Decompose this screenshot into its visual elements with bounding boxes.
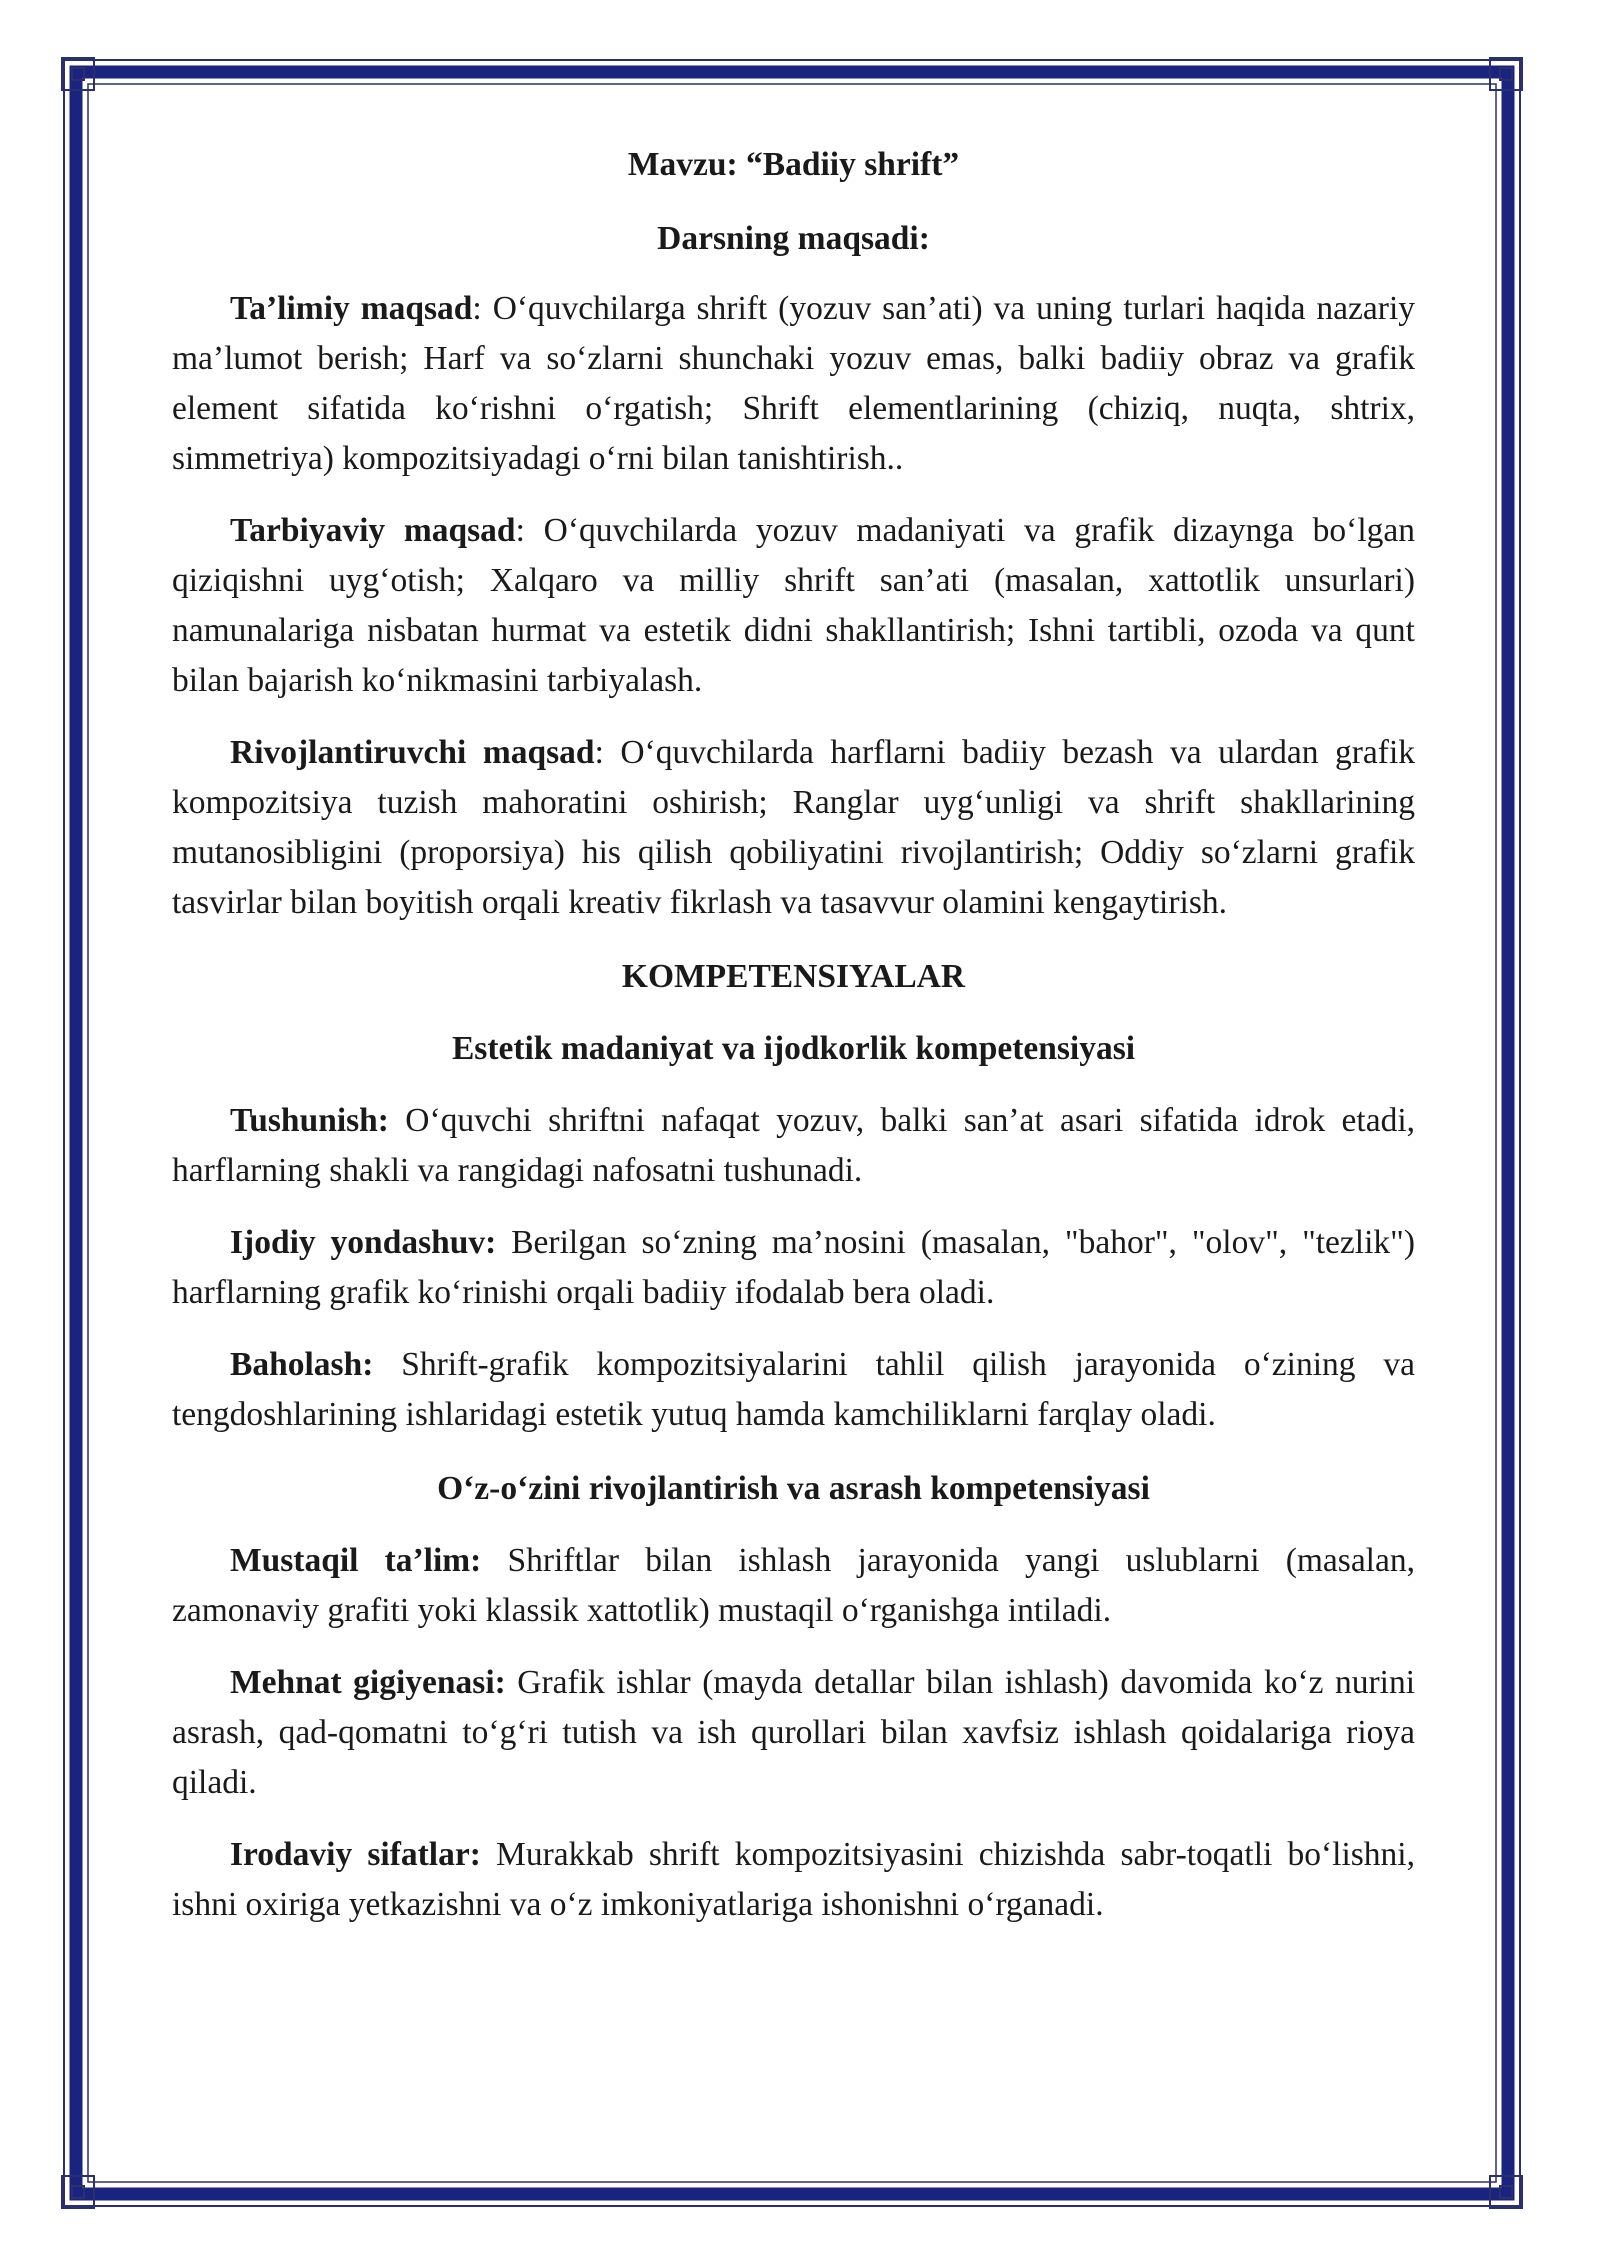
- competency-label: Baholash:: [230, 1346, 374, 1383]
- competency-paragraph: [172, 1658, 1415, 1808]
- goal-text: O‘quvchilarda yozuv madaniyati va grafik dizaynga bo‘lgan qiziqishni uyg‘otish; Xalqaro va milliy shrift san’ati (masalan, xattotlik unsurlari) namunalariga nisbatan hurmat va estetik didni shakllantirish; Ishni tartibli, ozoda va qunt bilan bajarish ko‘nikmasini tarbiyalash.: [172, 512, 1416, 699]
- competency-paragraph: [172, 1096, 1415, 1196]
- goals-heading: Darsning maqsadi:: [657, 220, 930, 257]
- competency-text: Berilgan so‘zning ma’nosini (masalan, "bahor", "olov", "tezlik") harflarning grafik ko‘rinishi orqali badiiy ifodalab bera oladi.: [172, 1224, 1415, 1311]
- goal-paragraph-developmental: Rivojlantiruvchi maqsad: O‘quvchilarda harflarni badiiy bezash va ulardan grafik kompozitsiya tuzish mahoratini oshirish; Ranglar uyg‘unligi va shrift shakllarining mutanosibligini (proporsiya) his qilish qobiliyatini rivojlantirish; Oddiy so‘zlarni grafik tasvirlar bilan boyitish orqali kreativ fikrlash va tasavvur olamini kengaytirish.: [172, 734, 1415, 921]
- document-body: [172, 140, 1415, 1930]
- competency-paragraph: [172, 1218, 1415, 1318]
- goal-text: O‘quvchilarga shrift (yozuv san’ati) va uning turlari haqida nazariy ma’lumot berish; Harf va so‘zlarni shunchaki yozuv emas, balki badiiy obraz va grafik element sifatida ko‘rishni o‘rgatish; Shrift elementlarining (chiziq, nuqta, shtrix, simmetriya) kompozitsiyadagi o‘rni bilan tanishtirish..: [172, 290, 1416, 477]
- topic-title: Mavzu: “Badiiy shrift”: [627, 146, 960, 183]
- competency-label: Mustaqil ta’lim:: [230, 1542, 482, 1579]
- goal-label: Tarbiyaviy maqsad: [230, 512, 516, 549]
- competency-text: Shrift-grafik kompozitsiyalarini tahlil qilish jarayonida o‘zining va tengdoshlarining ishlaridagi estetik yutuq hamda kamchiliklarni farqlay oladi.: [172, 1346, 1415, 1433]
- goal-label: Ta’limiy maqsad: [230, 290, 473, 327]
- competency-label: Tushunish:: [230, 1102, 389, 1139]
- competency-label: Ijodiy yondashuv:: [230, 1224, 497, 1261]
- competency-paragraph: [172, 1340, 1415, 1440]
- competency-paragraph: [172, 1830, 1415, 1930]
- competency-text: Shriftlar bilan ishlash jarayonida yangi uslublarni (masalan, zamonaviy grafiti yoki klassik xattotlik) mustaqil o‘rganishga intiladi.: [172, 1542, 1415, 1629]
- competency-label: Mehnat gigiyenasi:: [230, 1664, 506, 1701]
- goal-paragraph-educational: Ta’limiy maqsad: O‘quvchilarga shrift (yozuv san’ati) va uning turlari haqida nazariy ma’lumot berish; Harf va so‘zlarni shunchaki yozuv emas, balki badiiy obraz va grafik element sifatida ko‘rishni o‘rgatish; Shrift elementlarining (chiziq, nuqta, shtrix, simmetriya) kompozitsiyadagi o‘rni bilan tanishtirish..: [172, 290, 1416, 477]
- competency-text: O‘quvchi shriftni nafaqat yozuv, balki san’at asari sifatida idrok etadi, harflarning shakli va rangidagi nafosatni tushunadi.: [172, 1102, 1415, 1189]
- goal-paragraph-upbringing: Tarbiyaviy maqsad: O‘quvchilarda yozuv madaniyati va grafik dizaynga bo‘lgan qiziqishni uyg‘otish; Xalqaro va milliy shrift san’ati (masalan, xattotlik unsurlari) namunalariga nisbatan hurmat va estetik didni shakllantirish; Ishni tartibli, ozoda va qunt bilan bajarish ko‘nikmasini tarbiyalash.: [172, 512, 1416, 699]
- competency-text: Murakkab shrift kompozitsiyasini chizishda sabr-toqatli bo‘lishni, ishni oxiriga yetkazishni va o‘z imkoniyatlariga ishonishni o‘rganadi.: [172, 1836, 1415, 1923]
- section-heading-aesthetic: Estetik madaniyat va ijodkorlik kompetensiyasi: [451, 1030, 1136, 1067]
- competency-label: Irodaviy sifatlar:: [230, 1836, 481, 1873]
- competency-paragraph: [172, 1536, 1415, 1636]
- competencies-heading: KOMPETENSIYALAR: [621, 958, 966, 995]
- goal-label: Rivojlantiruvchi maqsad: [230, 734, 595, 771]
- section-heading-self-development: O‘z-o‘zini rivojlantirish va asrash kompetensiyasi: [437, 1470, 1150, 1507]
- competency-text: Grafik ishlar (mayda detallar bilan ishlash) davomida ko‘z nurini asrash, qad-qomatni to‘g‘ri tutish va ish qurollari bilan xavfsiz ishlash qoidalariga rioya qiladi.: [172, 1664, 1415, 1801]
- goal-text: O‘quvchilarda harflarni badiiy bezash va ulardan grafik kompozitsiya tuzish mahoratini oshirish; Ranglar uyg‘unligi va shrift shakllarining mutanosibligini (proporsiya) his qilish qobiliyatini rivojlantirish; Oddiy so‘zlarni grafik tasvirlar bilan boyitish orqali kreativ fikrlash va tasavvur olamini kengaytirish.: [172, 734, 1415, 921]
